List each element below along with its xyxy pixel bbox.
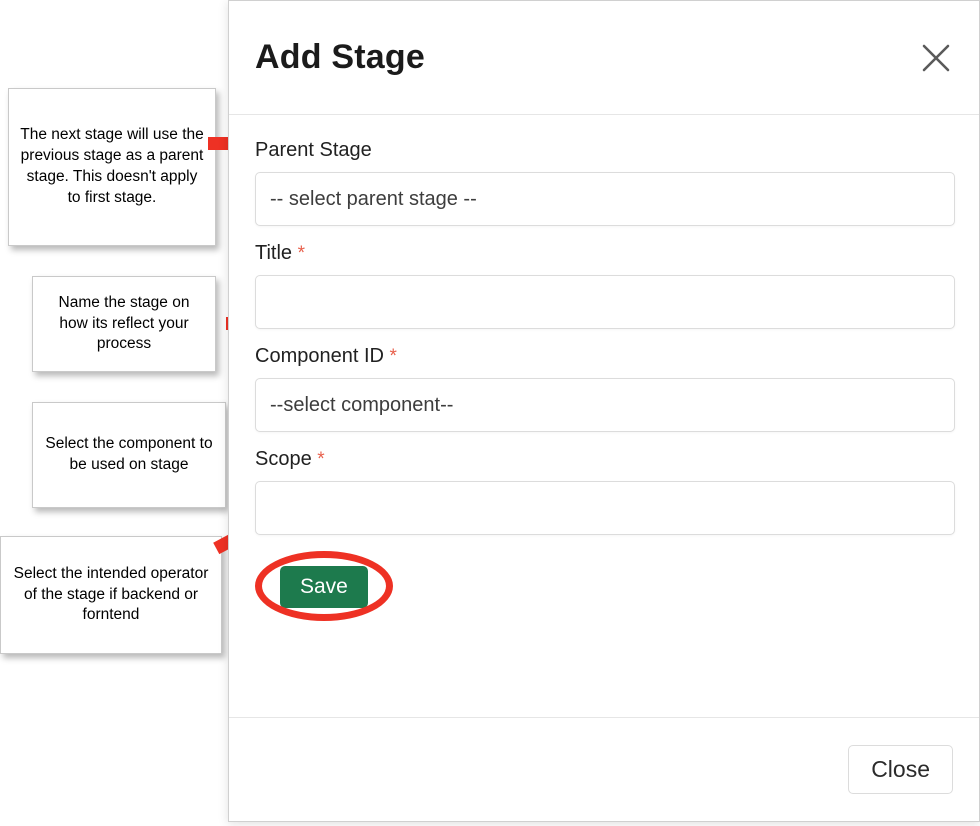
title-input[interactable] <box>255 275 955 329</box>
callout-title <box>32 276 216 372</box>
field-label-text: Scope <box>255 448 312 470</box>
field-label <box>255 242 953 265</box>
required-marker: * <box>389 346 397 367</box>
callout-scope <box>0 536 222 654</box>
parent-stage-value: -- select parent stage -- <box>270 187 477 210</box>
dialog-footer <box>229 717 979 821</box>
field-label-text: Title <box>255 242 293 264</box>
field-label <box>255 345 953 368</box>
required-marker: * <box>297 243 306 264</box>
field-label-text: Parent Stage <box>255 139 372 161</box>
callout-component <box>32 402 226 508</box>
save-area <box>255 551 415 623</box>
callout-text: The next stage will use the previous stage as a parent stage. This doesn't apply to first stage. <box>20 126 204 206</box>
close-button[interactable]: Close <box>848 745 953 794</box>
add-stage-dialog <box>228 0 980 822</box>
component-id-select[interactable] <box>255 378 955 432</box>
required-marker: * <box>317 449 325 470</box>
field-title <box>255 242 953 329</box>
field-component-id <box>255 345 953 432</box>
dialog-header <box>229 1 979 115</box>
dialog-body <box>229 115 979 719</box>
save-button[interactable]: Save <box>280 566 368 608</box>
field-label <box>255 448 953 471</box>
field-parent-stage <box>255 139 953 226</box>
callout-text: Select the component to be used on stage <box>45 435 213 473</box>
close-x-icon[interactable] <box>919 41 953 75</box>
component-id-value: --select component-- <box>270 393 454 416</box>
dialog-title: Add Stage <box>255 38 425 76</box>
callout-text: Name the stage on how its reflect your process <box>58 293 190 353</box>
parent-stage-select[interactable] <box>255 172 955 226</box>
annotation-layer <box>0 0 228 826</box>
field-label <box>255 139 953 162</box>
field-label-text: Component ID <box>255 345 384 367</box>
field-scope <box>255 448 953 535</box>
callout-parent-stage <box>8 88 216 246</box>
callout-text: Select the intended operator of the stage if backend or forntend <box>13 564 209 624</box>
scope-input[interactable] <box>255 481 955 535</box>
